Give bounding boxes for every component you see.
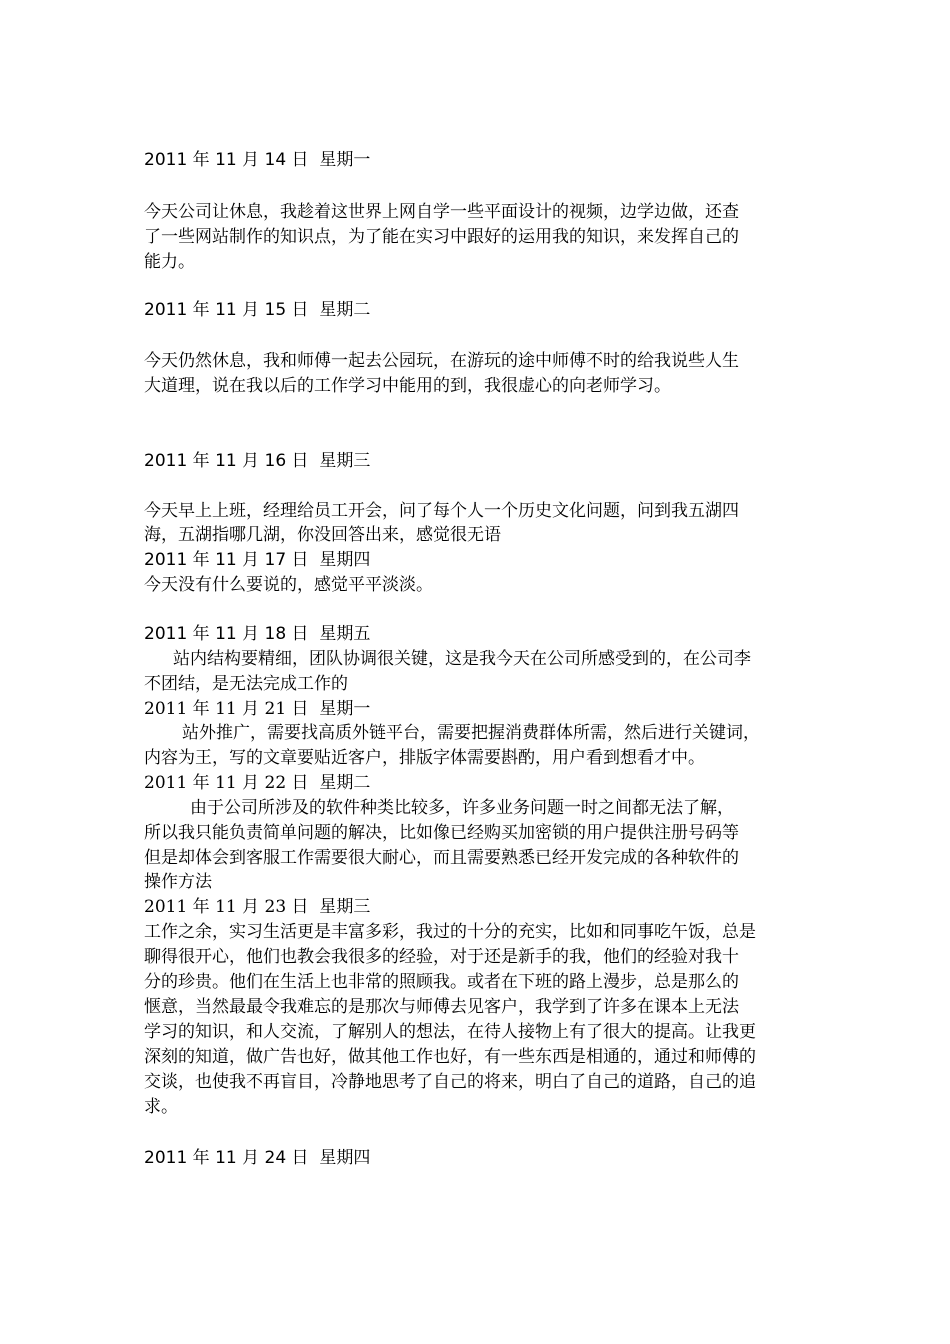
entry-text-line: 站内结构要精细，团队协调很关键，这是我今天在公司所感受到的，在公司李 xyxy=(173,649,751,669)
entry-text-line: 求。 xyxy=(144,1097,178,1117)
entry-date: 2011 年 11 月 14 日 星期一 xyxy=(144,150,371,170)
entry-text-line: 能力。 xyxy=(144,252,195,272)
entry-text-line: 由于公司所涉及的软件种类比较多，许多业务问题一时之间都无法了解， xyxy=(190,798,734,818)
entry-text-line: 分的珍贵。他们在生活上也非常的照顾我。或者在下班的路上漫步，总是那么的 xyxy=(144,972,739,992)
entry-text-line: 聊得很开心，他们也教会我很多的经验，对于还是新手的我，他们的经验对我十 xyxy=(144,947,739,967)
entry-text-line: 内容为王，写的文章要贴近客户，排版字体需要斟酌，用户看到想看才中。 xyxy=(144,748,705,768)
entry-text-line: 不团结，是无法完成工作的 xyxy=(144,674,348,694)
entry-date: 2011 年 11 月 23 日 星期三 xyxy=(144,897,371,917)
entry-text-line: 了一些网站制作的知识点，为了能在实习中跟好的运用我的知识，来发挥自己的 xyxy=(144,227,739,247)
entry-date: 2011 年 11 月 24 日 星期四 xyxy=(144,1148,371,1168)
entry-text-line: 深刻的知道，做广告也好，做其他工作也好，有一些东西是相通的，通过和师傅的 xyxy=(144,1047,756,1067)
entry-text-line: 所以我只能负责简单问题的解决，比如像已经购买加密锁的用户提供注册号码等 xyxy=(144,823,739,843)
entry-date: 2011 年 11 月 15 日 星期二 xyxy=(144,300,371,320)
entry-text-line: 今天仍然休息，我和师傅一起去公园玩，在游玩的途中师傅不时的给我说些人生 xyxy=(144,351,739,371)
entry-text-line: 今天早上上班，经理给员工开会，问了每个人一个历史文化问题，问到我五湖四 xyxy=(144,501,739,521)
entry-text-line: 工作之余，实习生活更是丰富多彩，我过的十分的充实，比如和同事吃午饭，总是 xyxy=(144,922,756,942)
entry-text-line: 操作方法 xyxy=(144,872,212,892)
entry-text-line: 学习的知识，和人交流，了解别人的想法，在待人接物上有了很大的提高。让我更 xyxy=(144,1022,756,1042)
entry-text-line: 惬意，当然最最令我难忘的是那次与师傅去见客户，我学到了许多在课本上无法 xyxy=(144,997,739,1017)
entry-text-line: 今天没有什么要说的，感觉平平淡淡。 xyxy=(144,575,433,595)
entry-date: 2011 年 11 月 16 日 星期三 xyxy=(144,451,371,471)
entry-date: 2011 年 11 月 21 日 星期一 xyxy=(144,699,371,719)
entry-text-line: 站外推广，需要找高质外链平台，需要把握消费群体所需，然后进行关键词， xyxy=(182,723,760,743)
entry-date: 2011 年 11 月 18 日 星期五 xyxy=(144,624,371,644)
entry-text-line: 今天公司让休息，我趁着这世界上网自学一些平面设计的视频，边学边做，还查 xyxy=(144,202,739,222)
entry-text-line: 但是却体会到客服工作需要很大耐心，而且需要熟悉已经开发完成的各种软件的 xyxy=(144,848,739,868)
entry-date: 2011 年 11 月 22 日 星期二 xyxy=(144,773,371,793)
entry-text-line: 交谈，也使我不再盲目，冷静地思考了自己的将来，明白了自己的道路，自己的追 xyxy=(144,1072,756,1092)
entry-text-line: 海，五湖指哪几湖，你没回答出来，感觉很无语 xyxy=(144,525,501,545)
entry-date: 2011 年 11 月 17 日 星期四 xyxy=(144,550,371,570)
entry-text-line: 大道理，说在我以后的工作学习中能用的到，我很虚心的向老师学习。 xyxy=(144,376,671,396)
